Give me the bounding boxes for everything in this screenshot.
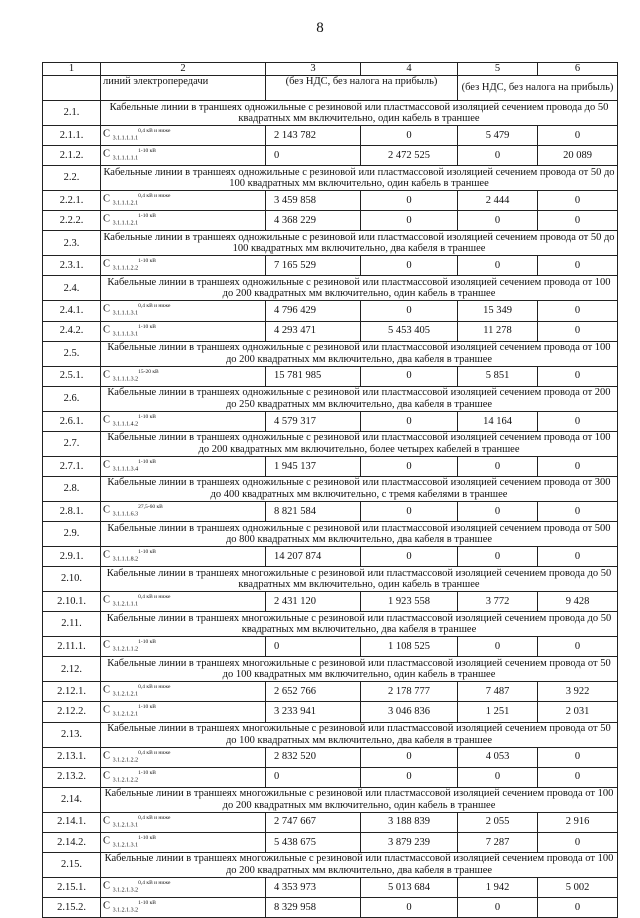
voltage-superscript: 1-10 кВ — [138, 704, 156, 711]
row-number: 2.12. — [43, 657, 101, 682]
col-number-2: 2 — [101, 63, 266, 76]
voltage-superscript: 0,4 кВ и ниже — [138, 879, 171, 886]
value-col5: 1 251 — [458, 702, 538, 722]
row-number: 2.11. — [43, 612, 101, 637]
value-col4: 5 453 405 — [361, 321, 458, 341]
rate-code-subscript: 3.1.1.1.2.1 — [112, 220, 139, 227]
value-col4: 0 — [361, 747, 458, 767]
section-description: Кабельные линии в траншеях одножильные с резиновой или пластмассовой изоляцией сечением провода от 100 до 200 квадратных мм включительно, два кабеля в траншее — [101, 341, 618, 366]
value-col6: 2 031 — [538, 702, 618, 722]
value-col5: 4 053 — [458, 747, 538, 767]
voltage-superscript: 27,5-60 кВ — [138, 503, 163, 510]
rate-code: С $_{3.1.1.1.2.2}^{1-10 кВ}$ — [101, 256, 266, 276]
section-row — [43, 722, 618, 747]
value-col6: 9 428 — [538, 592, 618, 612]
column-number-row — [43, 63, 618, 76]
value-col5: 5 851 — [458, 366, 538, 386]
section-description: Кабельные линии в траншеях одножильные с резиновой или пластмассовой изоляцией сечением провода от 50 до 100 квадратных мм включительно, два кабеля в траншее — [101, 231, 618, 256]
value-col4: 0 — [361, 126, 458, 146]
section-description: Кабельные линии в траншеях одножильные с резиновой или пластмассовой изоляцией сечением провода от 200 до 250 квадратных мм включительно, два кабеля в траншее — [101, 386, 618, 411]
data-row — [43, 547, 618, 567]
value-col4: 0 — [361, 897, 458, 917]
data-row — [43, 702, 618, 722]
data-row — [43, 812, 618, 832]
voltage-superscript: 1-10 кВ — [138, 148, 156, 155]
data-row — [43, 682, 618, 702]
section-row — [43, 341, 618, 366]
value-col4: 0 — [361, 456, 458, 476]
voltage-superscript: 0,4 кВ и ниже — [138, 594, 171, 601]
row-number: 2.14. — [43, 787, 101, 812]
rate-code: С $_{3.1.2.1.3.2}^{1-10 кВ}$ — [101, 897, 266, 917]
rate-code-subscript: 3.1.2.1.2.1 — [112, 691, 139, 698]
value-col5: 0 — [458, 547, 538, 567]
rate-code-subscript: 3.1.2.1.2.1 — [112, 712, 139, 718]
rate-code-subscript: 3.1.1.1.3.1 — [112, 331, 139, 338]
rate-code: С $_{3.1.1.1.4.2}^{1-10 кВ}$ — [101, 411, 266, 431]
value-col4: 0 — [361, 301, 458, 321]
rate-code-subscript: 3.1.1.1.8.2 — [112, 556, 139, 563]
row-number: 2.12.2. — [43, 702, 101, 722]
row-number: 2.10. — [43, 567, 101, 592]
value-col5: 7 287 — [458, 832, 538, 852]
data-row — [43, 191, 618, 211]
row-number: 2.1.2. — [43, 146, 101, 166]
value-col6: 0 — [538, 767, 618, 787]
row-number: 2.4. — [43, 276, 101, 301]
row-number: 2.12.1. — [43, 682, 101, 702]
rate-code: С $_{3.1.1.1.3.4}^{1-10 кВ}$ — [101, 456, 266, 476]
value-col5: 14 164 — [458, 411, 538, 431]
value-col6: 2 916 — [538, 812, 618, 832]
value-col4: 0 — [361, 501, 458, 521]
value-col4: 0 — [361, 211, 458, 231]
row-number: 2.6.1. — [43, 411, 101, 431]
value-col4: 0 — [361, 256, 458, 276]
section-row — [43, 386, 618, 411]
col-number-6: 6 — [538, 63, 618, 76]
data-row — [43, 301, 618, 321]
section-row — [43, 166, 618, 191]
value-col6: 0 — [538, 897, 618, 917]
value-col5: 0 — [458, 637, 538, 657]
voltage-superscript: 1-10 кВ — [138, 258, 156, 265]
value-col6: 0 — [538, 547, 618, 567]
row-number: 2.7.1. — [43, 456, 101, 476]
page-number: 8 — [316, 20, 324, 36]
col-number-4: 4 — [361, 63, 458, 76]
value-col5: 2 055 — [458, 812, 538, 832]
section-description: Кабельные линии в траншеях одножильные с резиновой или пластмассовой изоляцией сечением провода до 50 квадратных мм включительно, один кабель в траншее — [101, 101, 618, 126]
rate-code-subscript: 3.1.1.1.4.2 — [112, 421, 139, 428]
voltage-superscript: 1-10 кВ — [138, 213, 156, 220]
value-col5: 0 — [458, 211, 538, 231]
value-col4: 0 — [361, 767, 458, 787]
value-col6: 5 002 — [538, 877, 618, 897]
value-col5: 11 278 — [458, 321, 538, 341]
rate-code: С $_{3.1.1.1.1.1}^{0,4 кВ и ниже}$ — [101, 126, 266, 146]
data-row — [43, 366, 618, 386]
data-row — [43, 126, 618, 146]
data-row — [43, 832, 618, 852]
value-col3: 8 821 584 — [266, 501, 361, 521]
col-number-3: 3 — [266, 63, 361, 76]
row-number: 2.7. — [43, 431, 101, 456]
header-col34-text: (без НДС, без налога на прибыль) — [266, 76, 458, 101]
header-empty-cell — [43, 76, 101, 101]
value-col6: 0 — [538, 301, 618, 321]
rate-code-subscript: 3.1.1.1.3.4 — [112, 466, 139, 473]
value-col3: 15 781 985 — [266, 366, 361, 386]
col-number-1: 1 — [43, 63, 101, 76]
rate-code: С $_{3.1.2.1.3.1}^{0,4 кВ и ниже}$ — [101, 812, 266, 832]
row-number: 2.6. — [43, 386, 101, 411]
row-number: 2.9.1. — [43, 547, 101, 567]
voltage-superscript: 0,4 кВ и ниже — [138, 684, 171, 691]
row-number: 2.15.2. — [43, 897, 101, 917]
value-col5: 0 — [458, 501, 538, 521]
row-number: 2.2. — [43, 166, 101, 191]
rate-code: С $_{3.1.2.1.2.2}^{1-10 кВ}$ — [101, 767, 266, 787]
section-row — [43, 101, 618, 126]
row-number: 2.4.2. — [43, 321, 101, 341]
rate-code: С $_{3.1.1.1.2.1}^{0,4 кВ и ниже}$ — [101, 191, 266, 211]
voltage-superscript: 1-10 кВ — [138, 834, 156, 841]
section-description: Кабельные линии в траншеях одножильные с резиновой или пластмассовой изоляцией сечением провода от 100 до 200 квадратных мм включительно, один кабель в траншее — [101, 276, 618, 301]
section-row — [43, 612, 618, 637]
section-description: Кабельные линии в траншеях одножильные с резиновой или пластмассовой изоляцией сечением провода от 300 до 400 квадратных мм включительно, с тремя кабелями в траншее — [101, 476, 618, 501]
rate-code: С $_{3.1.2.1.3.2}^{0,4 кВ и ниже}$ — [101, 877, 266, 897]
rate-code: С $_{3.1.1.1.2.1}^{1-10 кВ}$ — [101, 211, 266, 231]
value-col3: 4 353 973 — [266, 877, 361, 897]
voltage-superscript: 15-20 кВ — [138, 368, 159, 375]
section-row — [43, 852, 618, 877]
value-col6: 20 089 — [538, 146, 618, 166]
value-col6: 0 — [538, 321, 618, 341]
header-col2-text: линий электропередачи — [101, 76, 266, 101]
row-number: 2.2.1. — [43, 191, 101, 211]
section-description: Кабельные линии в траншеях одножильные с резиновой или пластмассовой изоляцией сечением провода от 50 до 100 квадратных мм включительно, один кабель в траншее — [101, 166, 618, 191]
row-number: 2.13.2. — [43, 767, 101, 787]
value-col5: 3 772 — [458, 592, 538, 612]
row-number: 2.13. — [43, 722, 101, 747]
row-number: 2.5.1. — [43, 366, 101, 386]
data-row — [43, 767, 618, 787]
value-col3: 2 143 782 — [266, 126, 361, 146]
rate-code: С $_{3.1.2.1.1.1}^{0,4 кВ и ниже}$ — [101, 592, 266, 612]
voltage-superscript: 1-10 кВ — [138, 769, 156, 776]
value-col3: 2 652 766 — [266, 682, 361, 702]
value-col4: 3 188 839 — [361, 812, 458, 832]
rate-code-subscript: 3.1.1.1.1.1 — [112, 135, 139, 142]
data-row — [43, 211, 618, 231]
row-number: 2.3.1. — [43, 256, 101, 276]
value-col3: 4 293 471 — [266, 321, 361, 341]
value-col6: 0 — [538, 747, 618, 767]
rate-code-subscript: 3.1.1.1.3.2 — [112, 376, 139, 383]
value-col3: 5 438 675 — [266, 832, 361, 852]
rate-code-subscript: 3.1.2.1.3.2 — [112, 887, 139, 894]
rate-code-subscript: 3.1.2.1.1.2 — [112, 646, 139, 653]
value-col3: 0 — [266, 767, 361, 787]
value-col4: 3 879 239 — [361, 832, 458, 852]
value-col6: 0 — [538, 637, 618, 657]
value-col3: 4 796 429 — [266, 301, 361, 321]
row-number: 2.8.1. — [43, 501, 101, 521]
rate-code-subscript: 3.1.1.1.1.1 — [112, 155, 139, 162]
header-continuation-row — [43, 76, 618, 101]
rate-code-subscript: 3.1.2.1.2.2 — [112, 757, 139, 764]
rate-code: С $_{3.1.2.1.2.1}^{0,4 кВ и ниже}$ — [101, 682, 266, 702]
data-row — [43, 897, 618, 917]
row-number: 2.10.1. — [43, 592, 101, 612]
value-col6: 0 — [538, 456, 618, 476]
value-col4: 0 — [361, 366, 458, 386]
row-number: 2.13.1. — [43, 747, 101, 767]
value-col5: 0 — [458, 256, 538, 276]
row-number: 2.2.2. — [43, 211, 101, 231]
row-number: 2.14.1. — [43, 812, 101, 832]
rate-code-subscript: 3.1.2.1.3.2 — [112, 907, 139, 914]
section-row — [43, 431, 618, 456]
rate-code: С $_{3.1.2.1.2.1}^{1-10 кВ}$ — [101, 702, 266, 722]
section-description: Кабельные линии в траншеях одножильные с резиновой или пластмассовой изоляцией сечением провода от 500 до 800 квадратных мм включительно, два кабеля в траншее — [101, 522, 618, 547]
rate-code: С $_{3.1.1.1.3.1}^{1-10 кВ}$ — [101, 321, 266, 341]
tariff-table — [42, 62, 618, 918]
value-col5: 0 — [458, 456, 538, 476]
rate-code: С $_{3.1.1.1.3.1}^{0,4 кВ и ниже}$ — [101, 301, 266, 321]
data-row — [43, 501, 618, 521]
row-number: 2.9. — [43, 522, 101, 547]
value-col6: 0 — [538, 211, 618, 231]
value-col5: 0 — [458, 146, 538, 166]
voltage-superscript: 0,4 кВ и ниже — [138, 193, 171, 200]
value-col3: 3 459 858 — [266, 191, 361, 211]
value-col4: 0 — [361, 411, 458, 431]
section-row — [43, 476, 618, 501]
rate-code: С $_{3.1.1.1.8.2}^{1-10 кВ}$ — [101, 547, 266, 567]
value-col3: 8 329 958 — [266, 897, 361, 917]
value-col4: 3 046 836 — [361, 702, 458, 722]
data-row — [43, 456, 618, 476]
section-row — [43, 567, 618, 592]
section-row — [43, 522, 618, 547]
value-col3: 3 233 941 — [266, 702, 361, 722]
value-col4: 2 178 777 — [361, 682, 458, 702]
section-description: Кабельные линии в траншеях многожильные с резиновой или пластмассовой изоляцией сечением провода от 100 до 200 квадратных мм включительно, два кабеля в траншее — [101, 852, 618, 877]
rate-code-subscript: 3.1.1.1.2.2 — [112, 265, 139, 272]
voltage-superscript: 0,4 кВ и ниже — [138, 749, 171, 756]
data-row — [43, 256, 618, 276]
section-row — [43, 231, 618, 256]
value-col3: 2 747 667 — [266, 812, 361, 832]
section-description: Кабельные линии в траншеях многожильные с резиновой или пластмассовой изоляцией сечением провода до 50 квадратных мм включительно, два кабеля в траншее — [101, 612, 618, 637]
value-col6: 0 — [538, 832, 618, 852]
row-number: 2.15.1. — [43, 877, 101, 897]
value-col6: 0 — [538, 501, 618, 521]
value-col6: 0 — [538, 411, 618, 431]
rate-code-subscript: 3.1.1.1.2.1 — [112, 200, 139, 207]
value-col5: 5 479 — [458, 126, 538, 146]
section-row — [43, 787, 618, 812]
data-row — [43, 637, 618, 657]
value-col4: 0 — [361, 547, 458, 567]
row-number: 2.15. — [43, 852, 101, 877]
voltage-superscript: 1-10 кВ — [138, 899, 156, 906]
value-col6: 0 — [538, 126, 618, 146]
value-col3: 0 — [266, 637, 361, 657]
voltage-superscript: 0,4 кВ и ниже — [138, 303, 171, 310]
data-row — [43, 321, 618, 341]
value-col3: 4 579 317 — [266, 411, 361, 431]
value-col4: 1 923 558 — [361, 592, 458, 612]
section-description: Кабельные линии в траншеях одножильные с резиновой или пластмассовой изоляцией сечением провода от 100 до 200 квадратных мм включительно, более четырех кабелей в траншее — [101, 431, 618, 456]
section-description: Кабельные линии в траншеях многожильные с резиновой или пластмассовой изоляцией сечением провода от 50 до 100 квадратных мм включительно, один кабель в траншее — [101, 657, 618, 682]
value-col6: 3 922 — [538, 682, 618, 702]
value-col6: 0 — [538, 366, 618, 386]
value-col5: 1 942 — [458, 877, 538, 897]
data-row — [43, 592, 618, 612]
rate-code-subscript: 3.1.2.1.3.1 — [112, 822, 139, 829]
data-row — [43, 877, 618, 897]
rate-code-subscript: 3.1.1.1.6.3 — [112, 511, 139, 518]
voltage-superscript: 1-10 кВ — [138, 323, 156, 330]
voltage-superscript: 0,4 кВ и ниже — [138, 128, 171, 134]
voltage-superscript: 1-10 кВ — [138, 549, 156, 556]
rate-code: С $_{3.1.1.1.1.1}^{1-10 кВ}$ — [101, 146, 266, 166]
voltage-superscript: 0,4 кВ и ниже — [138, 814, 171, 821]
row-number: 2.11.1. — [43, 637, 101, 657]
voltage-superscript: 1-10 кВ — [138, 639, 156, 646]
rate-code-subscript: 3.1.1.1.3.1 — [112, 311, 139, 318]
row-number: 2.8. — [43, 476, 101, 501]
value-col5: 0 — [458, 767, 538, 787]
data-row — [43, 747, 618, 767]
data-row — [43, 146, 618, 166]
rate-code-subscript: 3.1.2.1.2.2 — [112, 777, 139, 784]
voltage-superscript: 1-10 кВ — [138, 458, 156, 465]
header-col56-text: (без НДС, без налога на прибыль) — [458, 76, 618, 101]
section-description: Кабельные линии в траншеях многожильные с резиновой или пластмассовой изоляцией сечением провода от 100 до 200 квадратных мм включительно, один кабель в траншее — [101, 787, 618, 812]
value-col3: 1 945 137 — [266, 456, 361, 476]
value-col4: 2 472 525 — [361, 146, 458, 166]
row-number: 2.3. — [43, 231, 101, 256]
rate-code: С $_{3.1.2.1.3.1}^{1-10 кВ}$ — [101, 832, 266, 852]
col-number-5: 5 — [458, 63, 538, 76]
value-col3: 4 368 229 — [266, 211, 361, 231]
row-number: 2.1.1. — [43, 126, 101, 146]
rate-code-subscript: 3.1.2.1.3.1 — [112, 842, 139, 849]
rate-code-subscript: 3.1.2.1.1.1 — [112, 601, 139, 608]
value-col3: 2 832 520 — [266, 747, 361, 767]
section-row — [43, 657, 618, 682]
value-col4: 0 — [361, 191, 458, 211]
section-row — [43, 276, 618, 301]
value-col6: 0 — [538, 191, 618, 211]
row-number: 2.4.1. — [43, 301, 101, 321]
row-number: 2.5. — [43, 341, 101, 366]
row-number: 2.14.2. — [43, 832, 101, 852]
rate-code: С $_{3.1.1.1.3.2}^{15-20 кВ}$ — [101, 366, 266, 386]
value-col5: 0 — [458, 897, 538, 917]
rate-code: С $_{3.1.2.1.1.2}^{1-10 кВ}$ — [101, 637, 266, 657]
value-col6: 0 — [538, 256, 618, 276]
value-col5: 2 444 — [458, 191, 538, 211]
row-number: 2.1. — [43, 101, 101, 126]
value-col5: 7 487 — [458, 682, 538, 702]
rate-code: С $_{3.1.1.1.6.3}^{27,5-60 кВ}$ — [101, 501, 266, 521]
data-row — [43, 411, 618, 431]
value-col3: 2 431 120 — [266, 592, 361, 612]
value-col5: 15 349 — [458, 301, 538, 321]
rate-code: С $_{3.1.2.1.2.2}^{0,4 кВ и ниже}$ — [101, 747, 266, 767]
value-col3: 0 — [266, 146, 361, 166]
value-col3: 7 165 529 — [266, 256, 361, 276]
section-description: Кабельные линии в траншеях многожильные с резиновой или пластмассовой изоляцией сечением провода до 50 квадратных мм включительно, один кабель в траншее — [101, 567, 618, 592]
voltage-superscript: 1-10 кВ — [138, 413, 156, 420]
value-col3: 14 207 874 — [266, 547, 361, 567]
value-col4: 1 108 525 — [361, 637, 458, 657]
section-description: Кабельные линии в траншеях многожильные с резиновой или пластмассовой изоляцией сечением провода от 50 до 100 квадратных мм включительно, два кабеля в траншее — [101, 722, 618, 747]
value-col4: 5 013 684 — [361, 877, 458, 897]
